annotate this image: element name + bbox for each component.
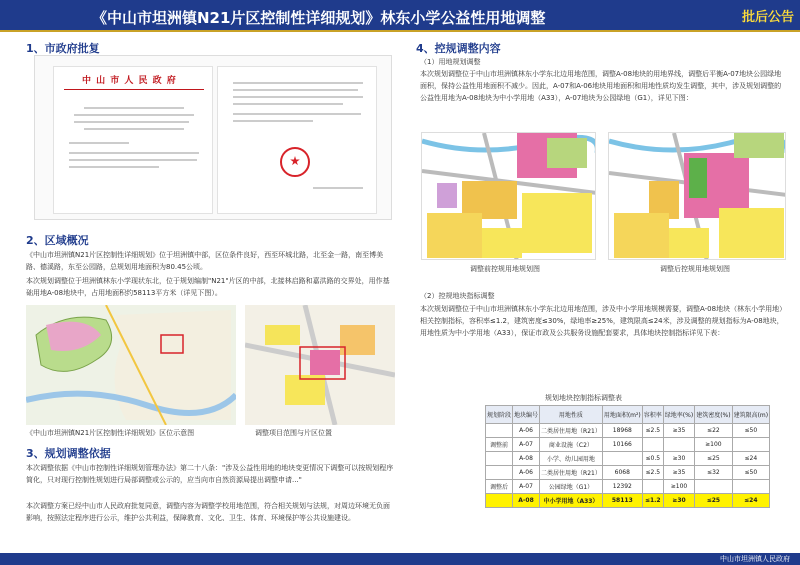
table-cell: ≥100 <box>695 438 732 452</box>
table-cell: ≤50 <box>732 466 770 480</box>
table-cell: ≤25 <box>695 494 732 508</box>
approval-page-1 <box>53 66 213 214</box>
approval-documents <box>34 55 392 220</box>
table-cell <box>695 480 732 494</box>
table-cell: ≤24 <box>732 452 770 466</box>
table-cell: A-08 <box>513 494 540 508</box>
table-cell <box>486 494 513 508</box>
table-cell: A-07 <box>513 480 540 494</box>
table-cell: ≤50 <box>732 424 770 438</box>
land-use-paragraph: 本次规划调整位于中山市坦洲镇林东小学东北边用地范围，调整A-08地块的用地界线，调整后平衡A-07地块公园绿地面积，保持公益性用地面积不减少。因此，A-07和A-06地块用地面积和用地性质均发生调整，其中，涉及规划调整的公益性用地为A-08地块为中小学用地（A33），A-07地块为公园绿地（G1），详见下图： <box>420 70 782 102</box>
approval-org-heading: 中 山 市 人 民 政 府 <box>82 76 177 86</box>
plan-before-map <box>421 132 596 260</box>
table-cell <box>642 480 663 494</box>
table-row <box>486 424 770 438</box>
table-cell: 公园绿地（G1） <box>540 480 603 494</box>
section-heading-2: 2、区域概况 <box>26 234 89 247</box>
table-cell <box>486 452 513 466</box>
table-row <box>486 480 770 494</box>
table-cell: A-07 <box>513 438 540 452</box>
table-cell: 调整后 <box>486 480 513 494</box>
table-cell: 二类居住用地（R21） <box>540 424 603 438</box>
table-cell: 小学、幼儿园用地 <box>540 452 603 466</box>
footer-org: 中山市坦洲镇人民政府 <box>720 555 790 563</box>
table-header: 绿地率(%) <box>663 406 694 424</box>
table-cell <box>486 424 513 438</box>
table-cell: ≥35 <box>663 466 694 480</box>
table-cell <box>486 466 513 480</box>
footer-bar <box>0 553 800 565</box>
table-header: 规划阶段 <box>486 406 513 424</box>
table-cell: 商业设施（C2） <box>540 438 603 452</box>
region-paragraph-2: 本次规划调整位于坦洲镇林东小学现状东北，位于规划编制"N21"片区的中部，北接林启路和嘉洪路的交界处，用作基础用地A-08地块中，占用地面积约58113平方米（详见下图）。 <box>26 277 390 297</box>
sub-heading-land-use: （1）用地规划调整 <box>420 58 481 66</box>
section-heading-3: 3、规划调整依据 <box>26 447 111 460</box>
table-cell: ≤32 <box>695 466 732 480</box>
table-cell: 10166 <box>602 438 642 452</box>
table-cell: ≤24 <box>732 494 770 508</box>
table-header: 建筑限高(m) <box>732 406 770 424</box>
red-divider <box>64 89 204 90</box>
after-map-caption: 调整后控规用地规划图 <box>660 265 730 273</box>
table-cell: ≤1.2 <box>642 494 663 508</box>
table-row-highlighted <box>486 494 770 508</box>
table-header: 用地性质 <box>540 406 603 424</box>
region-paragraph-1: 《中山市坦洲镇N21片区控制性详细规划》位于坦洲镇中部，区位条件良好，西至环城北路，北至金一路，南至博美路、德溪路，东至公园路，总规划用地面积为80.45公顷。 <box>26 251 384 271</box>
table-cell: 调整前 <box>486 438 513 452</box>
table-cell: 二类居住用地（R21） <box>540 466 603 480</box>
title-bar <box>0 0 800 32</box>
plan-after-map <box>608 132 786 260</box>
table-cell: 18968 <box>602 424 642 438</box>
table-cell: ≥35 <box>663 424 694 438</box>
official-seal <box>280 147 310 177</box>
basis-paragraph-2: 本次调整方案已经中山市人民政府批复同意，调整内容为调整学校用地范围，符合相关规划与法规，对周边环境无负面影响，按照法定程序进行公示，维护公共利益，保障教育、文化、卫生、体育、环境保护等公共设施建设。 <box>26 502 390 522</box>
table-cell: ≤0.5 <box>642 452 663 466</box>
scope-map-caption: 调整项目范围与片区位置 <box>255 429 332 437</box>
table-cell <box>732 438 770 452</box>
section-heading-4: 4、控规调整内容 <box>416 42 501 55</box>
location-map-caption: 《中山市坦洲镇N21片区控制性详细规划》区位示意图 <box>26 429 195 437</box>
sub-heading-indicators: （2）控规地块指标调整 <box>420 292 495 300</box>
indicator-table <box>485 405 770 508</box>
table-cell: 58113 <box>602 494 642 508</box>
notice-badge: 批后公告 <box>741 10 794 25</box>
table-cell: 12392 <box>602 480 642 494</box>
table-cell: ≤2.5 <box>642 466 663 480</box>
table-cell: ≥30 <box>663 494 694 508</box>
section-heading-1: 1、市政府批复 <box>26 42 100 55</box>
table-header: 容积率 <box>642 406 663 424</box>
table-header-row <box>486 406 770 424</box>
table-cell: A-06 <box>513 466 540 480</box>
location-map <box>26 305 236 425</box>
basis-paragraph-1: 本次调整依据《中山市控制性详细规划管理办法》第二十八条："涉及公益性用地的地块变更情况下调整可以按规划程序简化，只对现行控制性规划进行局部调整或公示的，应当向市自然资源局提出调整申请..." <box>26 464 394 484</box>
page-title: 《中山市坦洲镇N21片区控制性详细规划》林东小学公益性用地调整 <box>92 9 546 27</box>
table-header: 用地面积(m²) <box>602 406 642 424</box>
table-cell: ≥30 <box>663 452 694 466</box>
table-cell: ≤2.5 <box>642 424 663 438</box>
table-cell: A-06 <box>513 424 540 438</box>
table-row <box>486 438 770 452</box>
table-cell: 6068 <box>602 466 642 480</box>
before-map-caption: 调整前控规用地规划图 <box>470 265 540 273</box>
table-header: 地块编号 <box>513 406 540 424</box>
table-row <box>486 466 770 480</box>
table-cell <box>732 480 770 494</box>
table-cell <box>642 438 663 452</box>
approval-page-2 <box>217 66 377 214</box>
table-caption: 规划地块控制指标调整表 <box>545 394 622 402</box>
table-cell: ≤22 <box>695 424 732 438</box>
project-scope-map <box>245 305 395 425</box>
table-cell <box>602 452 642 466</box>
table-cell: ≤25 <box>695 452 732 466</box>
table-row <box>486 452 770 466</box>
table-header: 建筑密度(%) <box>695 406 732 424</box>
table-cell: 中小学用地（A33） <box>540 494 603 508</box>
table-cell: ≥100 <box>663 480 694 494</box>
table-cell: A-08 <box>513 452 540 466</box>
indicators-paragraph: 本次规划调整位于中山市坦洲镇林东小学东北边用地范围，涉及中小学用地规模需要，调整A-08地块（林东小学用地）相关控制指标，容积率≤1.2，建筑密度≤30%，绿地率≥25%，建筑限高≤24米，涉及调整的规划指标为A-08地块，用地性质为中小学用地（A33），保证市政及公共服务设施配套要求，具体地块控制指标详见下表： <box>420 305 784 337</box>
table-cell <box>663 438 694 452</box>
